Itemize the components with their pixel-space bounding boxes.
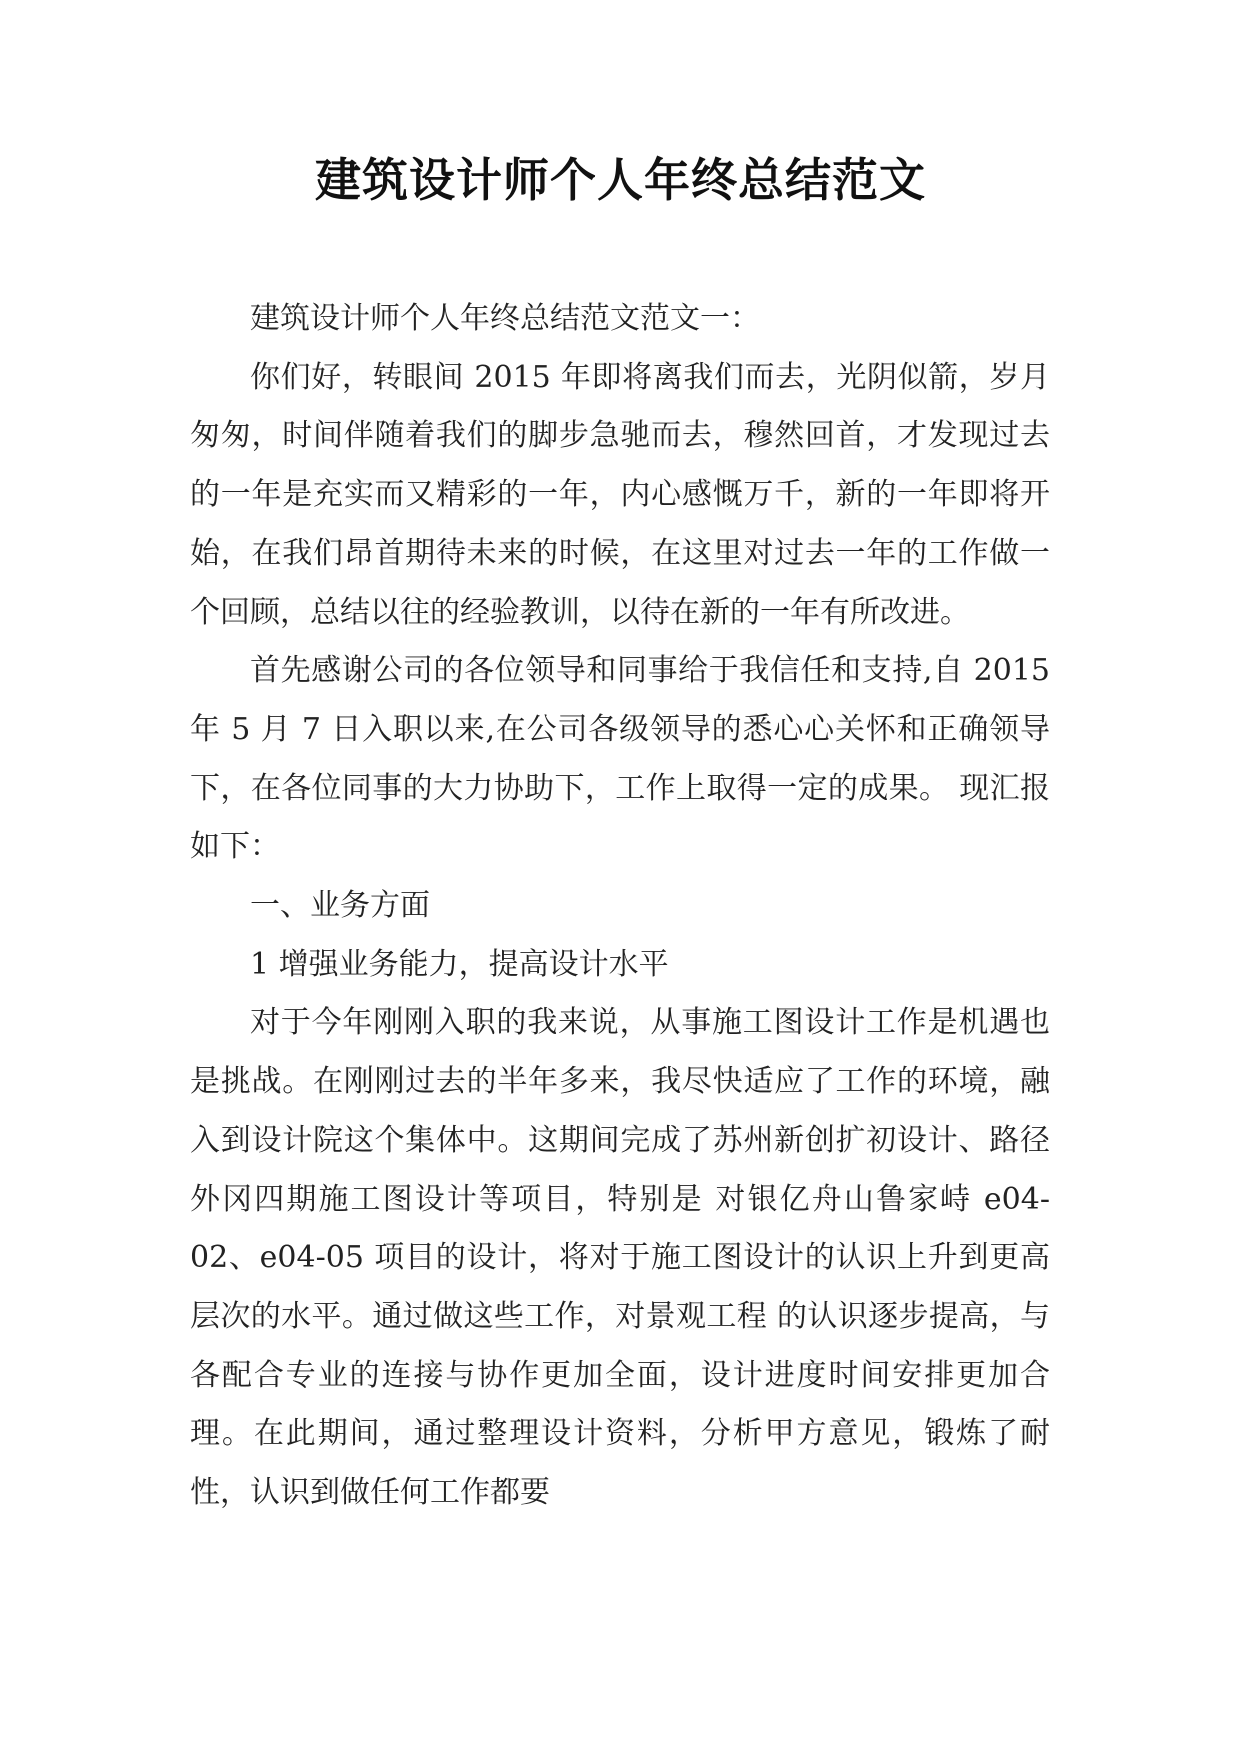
document-body [190, 290, 1050, 1523]
section-heading-business: 一、业务方面 [250, 888, 430, 924]
document-title: 建筑设计师个人年终总结范文 [315, 153, 926, 207]
paragraph-intro: 建筑设计师个人年终总结范文范文一： [250, 301, 760, 336]
paragraph-greeting: 你们好，转眼间 2015 年即将离我们而去，光阴似箭，岁月匆匆，时间伴随着我们的脚步急驰而去，穆然回首，才发现过去的一年是充实而又精彩的一年，内心感慨万千，新的一年即将开始，在我们昂首期待未来的时候，在这里对过去一年的工作做一个回顾，总结以往的经验教训，以待在新的一年有所改进。 [190, 359, 1050, 630]
paragraph-work-detail: 对于今年刚刚入职的我来说，从事施工图设计工作是机遇也是挑战。在刚刚过去的半年多来，我尽快适应了工作的环境，融入到设计院这个集体中。这期间完成了苏州新创扩初设计、路径外冈四期施工图设计等项目，特别是 对银亿舟山鲁家峙 e04-02、e04-05 项目的设计，将对于施工图设计的认识上升到更高层次的水平。通过做这些工作，对景观工程 的认识逐步提高，与各配合专业的连接与协作更加全面，设计进度时间安排更加合理。在此期间，通过整理设计资料，分析甲方意见，锻炼了耐性，认识到做任何工作都要 [190, 1005, 1050, 1511]
paragraph-thanks: 首先感谢公司的各位领导和同事给于我信任和支持,自 2015 年 5 月 7 日入职以来,在公司各级领导的悉心心关怀和正确领导下，在各位同事的大力协助下，工作上取得一定的成果。 现汇报如下： [190, 653, 1050, 865]
subsection-heading-ability: 1 增强业务能力，提高设计水平 [250, 946, 669, 982]
